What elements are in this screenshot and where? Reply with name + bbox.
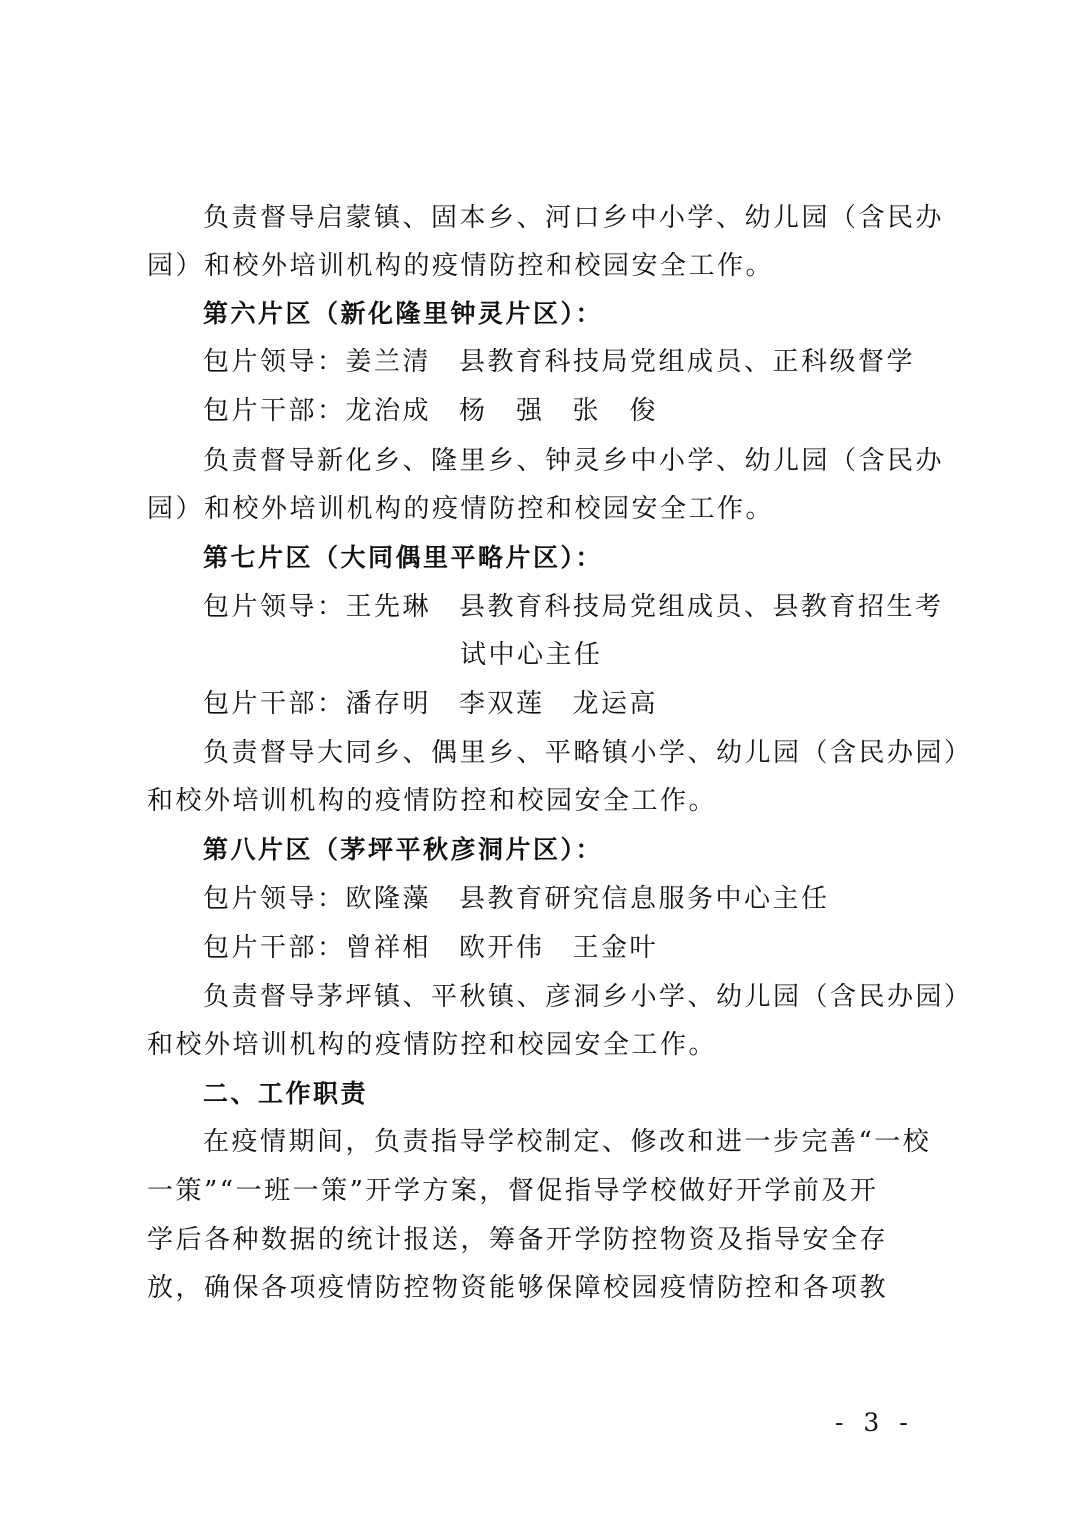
paragraph-line: 园）和校外培训机构的疫情防控和校园安全工作。 (147, 251, 775, 281)
leader-line (203, 587, 1003, 627)
leader-line (203, 879, 1003, 919)
cadre-label: 包片干部： (203, 689, 346, 719)
paragraph-line: 在疫情期间，负责指导学校制定、修改和进一步完善“一校 (203, 1127, 932, 1157)
paragraph-line: 园）和校外培训机构的疫情防控和校园安全工作。 (147, 494, 775, 524)
paragraph-line: 和校外培训机构的疫情防控和校园安全工作。 (147, 786, 718, 816)
paragraph-line: 负责督导大同乡、偶里乡、平略镇小学、幼儿园（含民办园） (203, 738, 973, 768)
cadre-name: 张 俊 (572, 396, 659, 426)
cadre-name: 李双莲 (459, 689, 545, 719)
paragraph-line: 负责督导茅坪镇、平秋镇、彦洞乡小学、幼儿园（含民办园） (203, 982, 973, 1012)
leader-title: 县教育研究信息服务中心主任 (459, 884, 830, 914)
cadre-label: 包片干部： (203, 396, 346, 426)
leader-name: 姜兰清 (345, 347, 432, 377)
leader-label: 包片领导： (203, 884, 346, 914)
section-heading: 第八片区（茅坪平秋彦洞片区）： (203, 835, 604, 864)
cadre-line (203, 391, 1003, 431)
cadre-line (203, 684, 1003, 724)
section-heading: 二、工作职责 (203, 1079, 369, 1108)
cadre-name: 龙运高 (572, 689, 659, 719)
cadre-name: 龙治成 (345, 396, 432, 426)
cadre-name: 王金叶 (572, 933, 659, 963)
leader-title: 县教育科技局党组成员、正科级督学 (459, 347, 916, 377)
leader-label: 包片领导： (203, 347, 346, 377)
leader-line (203, 342, 1003, 382)
cadre-line (203, 928, 1003, 968)
cadre-name: 曾祥相 (345, 933, 432, 963)
paragraph-line: 学后各种数据的统计报送，筹备开学防控物资及指导安全存 (147, 1225, 889, 1255)
paragraph-line: 负责督导新化乡、隆里乡、钟灵乡中小学、幼儿园（含民办 (203, 446, 945, 476)
paragraph-line: 负责督导启蒙镇、固本乡、河口乡中小学、幼儿园（含民办 (203, 203, 945, 233)
leader-name: 王先琳 (345, 592, 432, 622)
cadre-name: 杨 强 (459, 396, 545, 426)
paragraph-line: 放，确保各项疫情防控物资能够保障校园疫情防控和各项教 (147, 1273, 889, 1303)
section-heading: 第七片区（大同偶里平略片区）： (203, 543, 604, 572)
section-heading: 第六片区（新化隆里钟灵片区）： (203, 299, 604, 328)
cadre-label: 包片干部： (203, 933, 346, 963)
leader-name: 欧隆藻 (345, 884, 432, 914)
page-number: - 3 - (835, 1408, 914, 1437)
cadre-name: 欧开伟 (459, 933, 545, 963)
leader-label: 包片领导： (203, 592, 346, 622)
leader-title: 县教育科技局党组成员、县教育招生考 (459, 592, 944, 622)
cadre-name: 潘存明 (345, 689, 432, 719)
paragraph-line: 和校外培训机构的疫情防控和校园安全工作。 (147, 1030, 718, 1060)
leader-title-continuation: 试中心主任 (460, 640, 603, 670)
paragraph-line: 一策”“一班一策”开学方案，督促指导学校做好开学前及开 (147, 1176, 879, 1206)
